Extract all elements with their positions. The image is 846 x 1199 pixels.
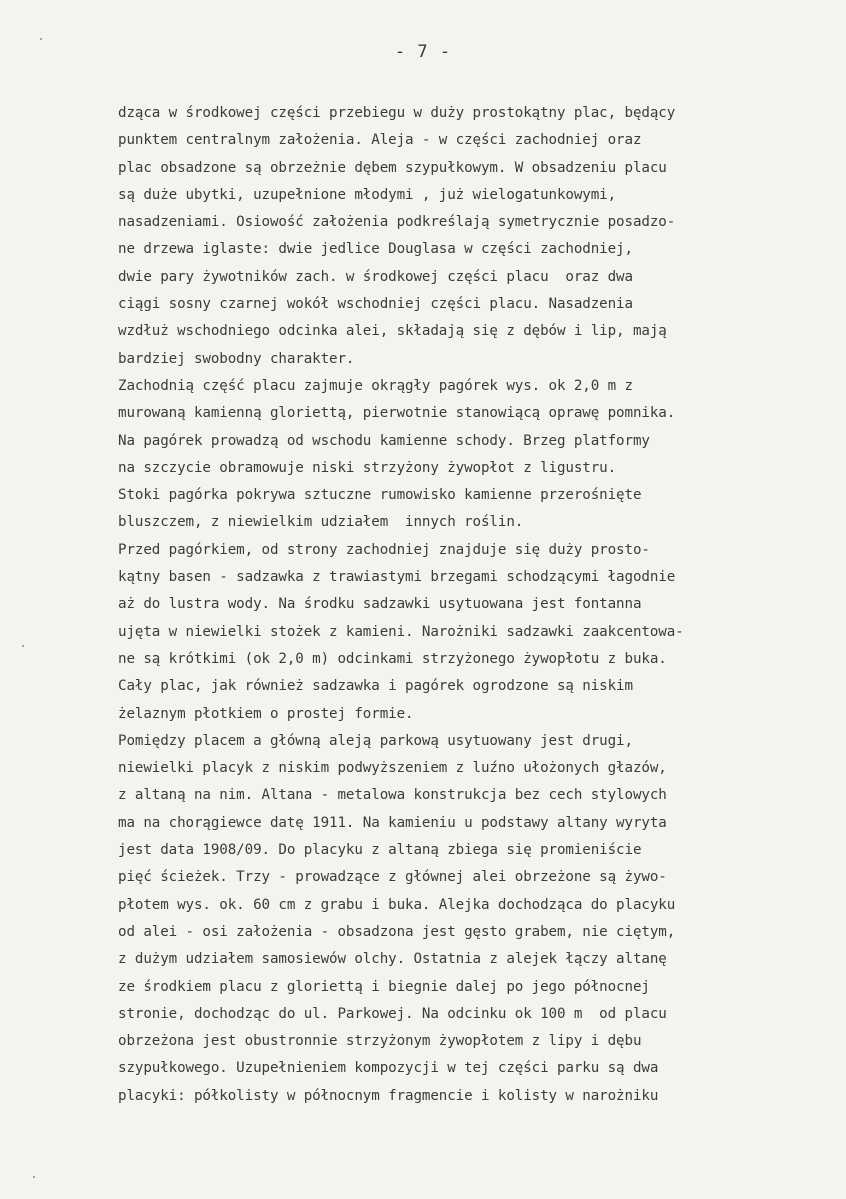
- text-line: niewielki placyk z niskim podwyższeniem z luźno ułożonych głazów,: [118, 760, 667, 777]
- text-line: bluszczem, z niewielkim udziałem innych roślin.: [118, 514, 524, 531]
- text-line: od alei - osi założenia - obsadzona jest gęsto grabem, nie ciętym,: [118, 923, 676, 940]
- text-line: Stoki pagórka pokrywa sztuczne rumowisko kamienne przerośnięte: [118, 487, 642, 504]
- text-line: z dużym udziałem samosiewów olchy. Ostatnia z alejek łączy altanę: [118, 951, 667, 968]
- text-line: na szczycie obramowuje niski strzyżony żywopłot z ligustru.: [118, 459, 617, 476]
- text-line: aż do lustra wody. Na środku sadzawki usytuowana jest fontanna: [118, 596, 642, 613]
- text-line: placyki: półkolisty w północnym fragmencie i kolisty w narożniku: [118, 1087, 659, 1104]
- text-line: bardziej swobodny charakter.: [118, 350, 355, 367]
- text-line: dząca w środkowej części przebiegu w duży prostokątny plac, będący: [118, 105, 676, 121]
- text-line: jest data 1908/09. Do placyku z altaną zbiega się promieniście: [118, 842, 642, 859]
- text-line: ne są krótkimi (ok 2,0 m) odcinkami strzyżonego żywopłotu z buka.: [118, 650, 667, 667]
- text-line: ma na chorągiewce datę 1911. Na kamieniu u podstawy altany wyryta: [118, 814, 667, 831]
- text-line: ne drzewa iglaste: dwie jedlice Douglasa w części zachodniej,: [118, 241, 633, 258]
- paper-speck: [33, 1176, 35, 1178]
- text-line: obrzeżona jest obustronnie strzyżonym żywopłotem z lipy i dębu: [118, 1033, 642, 1050]
- text-line: żelaznym płotkiem o prostej formie.: [118, 705, 414, 722]
- text-line: Przed pagórkiem, od strony zachodniej znajduje się duży prosto-: [118, 541, 650, 558]
- text-line: ujęta w niewielki stożek z kamieni. Narożniki sadzawki zaakcentowa-: [118, 623, 684, 640]
- text-line: plac obsadzone są obrzeżnie dębem szypułkowym. W obsadzeniu placu: [118, 159, 667, 176]
- text-line: nasadzeniami. Osiowość założenia podkreślają symetrycznie posadzo-: [118, 214, 676, 231]
- paper-speck: [40, 38, 42, 40]
- text-line: Na pagórek prowadzą od wschodu kamienne schody. Brzeg platformy: [118, 432, 650, 449]
- text-line: Zachodnią część placu zajmuje okrągły pagórek wys. ok 2,0 m z: [118, 377, 633, 394]
- text-line: stronie, dochodząc do ul. Parkowej. Na odcinku ok 100 m od placu: [118, 1005, 667, 1022]
- text-line: płotem wys. ok. 60 cm z grabu i buka. Alejka dochodząca do placyku: [118, 896, 676, 913]
- paper-speck: [22, 645, 24, 647]
- text-line: ciągi sosny czarnej wokół wschodniej części placu. Nasadzenia: [118, 296, 633, 313]
- text-line: kątny basen - sadzawka z trawiastymi brzegami schodzącymi łagodnie: [118, 569, 676, 586]
- text-line: są duże ubytki, uzupełnione młodymi , już wielogatunkowymi,: [118, 186, 617, 203]
- text-line: wzdłuż wschodniego odcinka alei, składają się z dębów i lip, mają: [118, 323, 667, 340]
- text-line: pięć ścieżek. Trzy - prowadzące z głównej alei obrzeżone są żywo-: [118, 869, 667, 886]
- page-number: - 7 -: [394, 42, 452, 62]
- typed-body-text: [118, 100, 828, 1110]
- text-line: ze środkiem placu z gloriettą i biegnie dalej po jego północnej: [118, 978, 650, 995]
- text-line: Pomiędzy placem a główną aleją parkową usytuowany jest drugi,: [118, 732, 633, 749]
- text-line: murowaną kamienną gloriettą, pierwotnie stanowiącą oprawę pomnika.: [118, 405, 676, 422]
- text-line: punktem centralnym założenia. Aleja - w części zachodniej oraz: [118, 132, 642, 149]
- text-line: dwie pary żywotników zach. w środkowej części placu oraz dwa: [118, 268, 633, 285]
- text-line: z altaną na nim. Altana - metalowa konstrukcja bez cech stylowych: [118, 787, 667, 804]
- text-line: szypułkowego. Uzupełnieniem kompozycji w tej części parku są dwa: [118, 1060, 659, 1077]
- text-line: Cały plac, jak również sadzawka i pagórek ogrodzone są niskim: [118, 678, 633, 695]
